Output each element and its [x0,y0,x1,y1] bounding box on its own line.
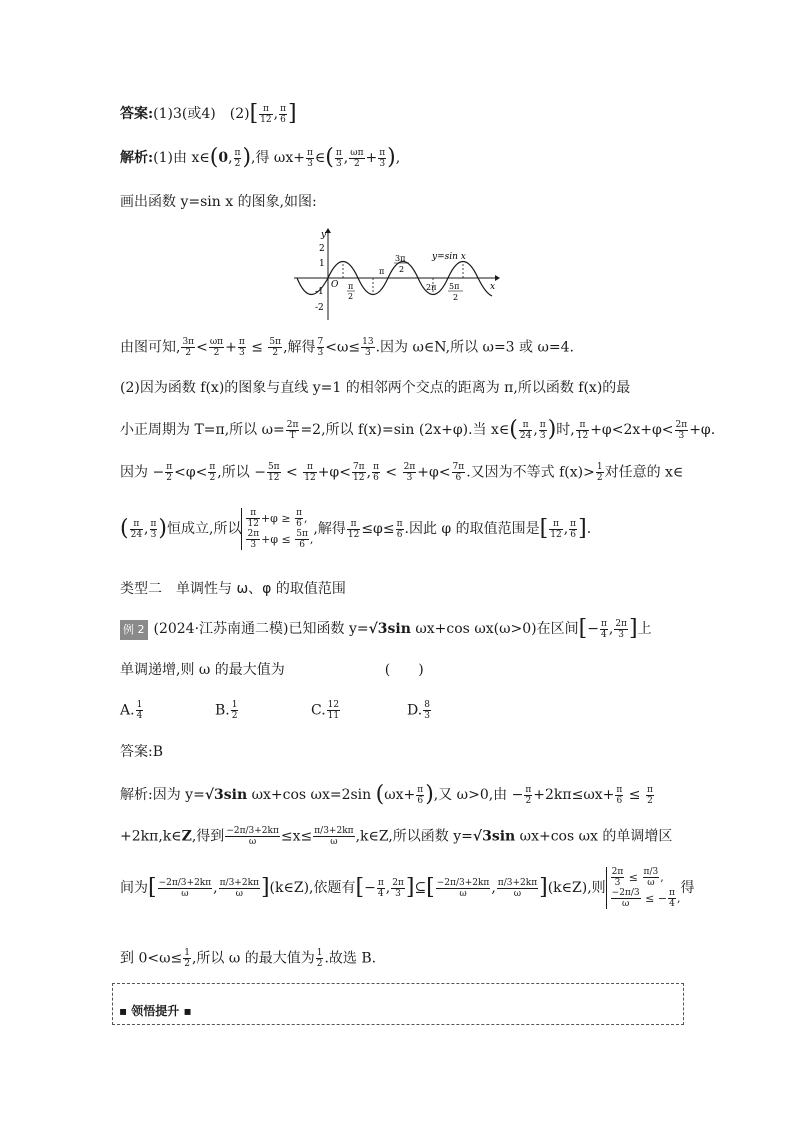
svg-text:2: 2 [319,244,325,254]
answer-line: 答案:(1)3(或4) (2)[ $\frac{\pi}{12}$ , $\frac{\pi}{6}$ ] [120,101,297,126]
answer-label: 答案: [120,106,154,122]
option-d: D. $\frac{8}{3}$ [407,700,430,721]
answer-2: 答案:B [120,744,164,760]
answer-text: (1)3(或4) (2) [153,106,250,122]
analysis2-line-4: 到 0<ω≤ $\frac{1}{2}$ ,所以 ω 的最大值为 $\frac{1}{2}$ .故选 B. [120,948,377,969]
option-c: C. $\frac{12}{11}$ [311,700,340,721]
svg-text:π: π [348,282,354,291]
svg-text:1: 1 [319,259,325,269]
option-a: A. $\frac{1}{4}$ [120,700,143,721]
example-line-2: 单调递增,则 ω 的最大值为 ( ) [120,662,424,678]
svg-text:2: 2 [453,293,459,302]
example-tag: 例 2 [120,620,148,640]
svg-text:-2: -2 [315,303,324,313]
svg-text:2: 2 [348,292,354,301]
draw-instruction: 画出函数 y=sin x 的图象,如图: [120,194,317,210]
example-line-1: 例 2 (2024·江苏南通二模)已知函数 y=√3sin ωx+cos ωx(ω>0)在区间[− $\frac{\pi}{4}$ , $\frac{2\pi}{3}$ ]上 [120,618,652,640]
svg-text:2: 2 [399,265,405,274]
svg-text:y: y [321,230,327,240]
svg-text:-1: -1 [315,287,324,297]
insight-title: ▪ 领悟提升 ▪ [119,1004,192,1018]
svg-text:x: x [490,282,496,292]
svg-text:O: O [331,280,339,290]
part2-line-2: 小正周期为 T=π,所以 ω= $\frac{2\pi}{T}$ =2,所以 f(x)=sin (2x+φ).当 x∈( $\frac{\pi}{24}$ , $\frac{\pi}{3}$ )时, $\frac{\pi}{12}$ +φ<2x+φ< $\frac{2\pi}{3}$ +φ. [120,417,716,442]
svg-text:3π: 3π [395,254,406,263]
part2-line-3: 因为 − $\frac{\pi}{2}$ <φ< $\frac{\pi}{2}$ ,所以 − $\frac{5\pi}{12}$ < $\frac{\pi}{12}$ +φ< $\frac{7\pi}{12}$ , $\frac{\pi}{6}$ < $\frac{2\pi}{3}$ +φ< $\frac{7\pi}{6}$ .又因为不等式 f(x)> $\frac{1}{2}$ 对任意的 x∈ [120,462,684,483]
svg-text:π: π [379,267,385,276]
svg-text:y=sin x: y=sin x [432,252,466,262]
part2-line-4: ( $\frac{\pi}{24}$ , $\frac{\pi}{3}$ )恒成立,所以 $\frac{\pi}{12}$ +φ ≥ $\frac{\pi}{6}$ , $\frac{2\pi}{3}$ +φ ≤ $\frac{5\pi}{6}$ ,,解得 $\frac{\pi}{12}$ ≤φ≤ $\frac{\pi}{6}$ .因此 φ 的取值范围是[ $\frac{\pi}{12}$ , $\frac{\pi}{6}$ ]. [120,508,592,550]
answer-blank: ( ) [384,662,424,678]
section-heading: 类型二 单调性与 ω、φ 的取值范围 [120,581,346,597]
option-b: B. $\frac{1}{2}$ [215,700,238,721]
sine-graph [292,226,502,322]
analysis-line-1: 解析:(1)由 x∈(0, $\frac{\pi}{2}$ ),得 ωx+ $\frac{\pi}{3}$ ∈( $\frac{\pi}{3}$ , $\frac{\omega\pi}{2}$ + $\frac{\pi}{3}$ ), [120,145,401,170]
svg-text:2π: 2π [426,283,437,292]
insight-box [112,983,684,1025]
part2-line-1: (2)因为函数 f(x)的图象与直线 y=1 的相邻两个交点的距离为 π,所以函数 f(x)的最 [120,380,631,396]
inference-line: 由图可知, $\frac{3\pi}{2}$ < $\frac{\omega\pi}{2}$ + $\frac{\pi}{3}$ ≤ $\frac{5\pi}{2}$ ,解得 $\frac{7}{3}$ <ω≤ $\frac{13}{3}$ .因为 ω∈N,所以 ω=3 或 ω=4. [120,337,574,358]
analysis2-line-1: 解析:因为 y=√3sin ωx+cos ωx=2sin (ωx+ $\frac{\pi}{6}$ ),又 ω>0,由 − $\frac{\pi}{2}$ +2kπ≤ωx+ $\frac{\pi}{6}$ ≤ $\frac{\pi}{2}$ [120,782,653,807]
analysis2-line-2: +2kπ,k∈Z,得到 $\frac{-2\pi/3+2k\pi}{\omega}$ ≤x≤ $\frac{\pi/3+2k\pi}{\omega}$ ,k∈Z,所以函数 y=√3sin ωx+cos ωx 的单调增区 [120,826,673,847]
analysis2-line-3: 间为[ $\frac{-2\pi/3+2k\pi}{\omega}$ , $\frac{\pi/3+2k\pi}{\omega}$ ](k∈Z),依题有[− $\frac{\pi}{4}$ , $\frac{2\pi}{3}$ ]⊆[ $\frac{-2\pi/3+2k\pi}{\omega}$ , $\frac{\pi/3+2k\pi}{\omega}$ ](k∈Z),则 $\frac{2\pi}{3}$ ≤ $\frac{\pi/3}{\omega}$ , $\frac{-2\pi/3}{\omega}$ ≤ − $\frac{\pi}{4}$ ,得 [120,867,695,909]
svg-text:5π: 5π [449,282,460,291]
